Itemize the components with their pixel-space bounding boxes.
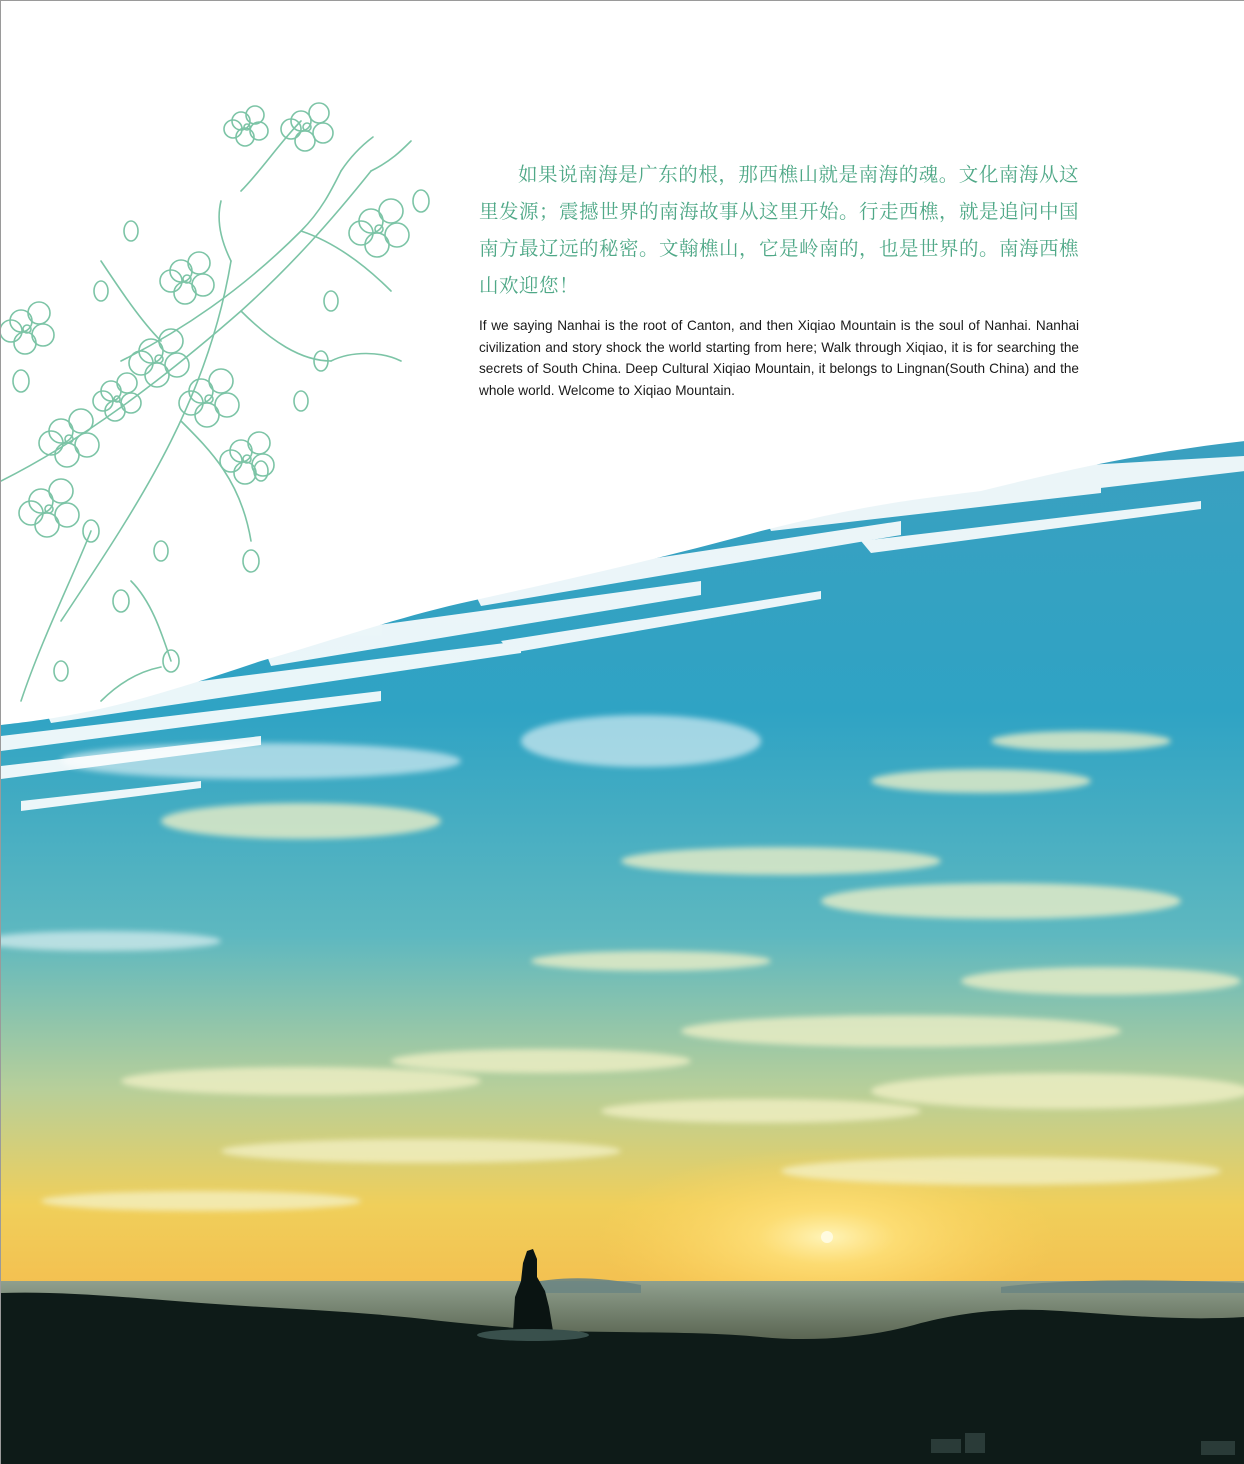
blossom-branch-illustration [1,61,461,721]
intro-chinese-text: 如果说南海是广东的根，那西樵山就是南海的魂。文化南海从这里发源；震撼世界的南海故事从这里开始。行走西樵，就是追问中国南方最辽远的秘密。文翰樵山，它是岭南的，也是世界的。南海西樵山欢迎您！ [479,163,1080,297]
intro-english-text: If we saying Nanhai is the root of Canton, and then Xiqiao Mountain is the soul of Nanhai. Nanhai civilization and story shock the world starting from here; Walk through Xiqiao, it is for searching the secrets of South China. Deep Cultural Xiqiao Mountain, it belongs to Lingnan(South China) and the whole world. Welcome to Xiqiao Mountain. [479,318,1079,398]
